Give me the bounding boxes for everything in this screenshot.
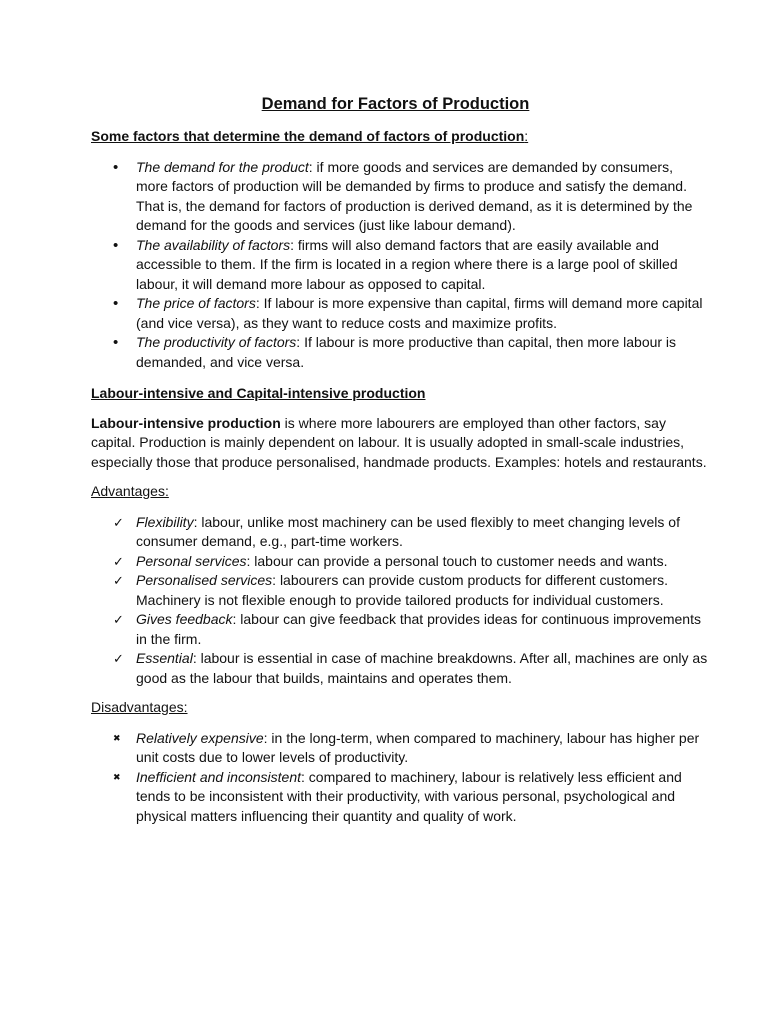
list-item: [91, 649, 708, 688]
item-term: Relatively expensive: [136, 729, 264, 746]
item-term: Personalised services: [136, 572, 273, 588]
list-item: [91, 513, 708, 552]
advantages-list: [91, 513, 708, 689]
item-text: : If labour is more expensive than capital, firms will demand more capital (and vice versa), as they want to reduce costs and maximize profits.: [136, 295, 703, 331]
item-term: Flexibility: [136, 513, 194, 530]
item-text: : firms will also demand factors that are easily available and accessible to them. If the firm is located in a region where there is a large pool of skilled labour, it will demand more labour as opposed to capital.: [136, 236, 678, 292]
labour-intensive-paragraph: [91, 414, 708, 473]
item-text: : compared to machinery, labour is relatively less efficient and tends to be inconsistent with their productivity, with various personal, psychological and physical matters influencing their quantity and quality of work.: [136, 768, 682, 824]
item-term: Inefficient and inconsistent: [136, 768, 301, 785]
list-item: [91, 571, 708, 610]
item-term: The demand for the product: [136, 158, 309, 175]
paragraph-text: is where more labourers are employed than other factors, say capital. Production is mainly dependent on labour. It is usually adopted in small-scale industries, especially those that produce personalised, handmade products. Examples: hotels and restaurants.: [91, 414, 707, 470]
cross-icon: [113, 768, 129, 791]
factors-list: [91, 158, 708, 373]
item-text: : labourers can provide custom products for different customers. Machinery is not flexible enough to provide tailored products for individual customers.: [136, 572, 668, 608]
list-item: [91, 236, 708, 295]
bullet-icon: [113, 158, 129, 178]
checkmark-icon: [113, 552, 129, 573]
item-text: : in the long-term, when compared to machinery, labour has higher per unit costs due to lower levels of productivity.: [136, 729, 700, 765]
item-text: : labour can give feedback that provides ideas for continuous improvements in the firm.: [136, 611, 701, 647]
checkmark-icon: [113, 513, 129, 534]
list-item: [91, 552, 708, 572]
bullet-icon: [113, 333, 129, 353]
disadvantages-list: [91, 729, 708, 827]
list-item: [91, 333, 708, 372]
item-term: The productivity of factors: [136, 334, 297, 350]
bullet-icon: [113, 236, 129, 256]
list-item: [91, 610, 708, 649]
section-heading-factors: [91, 127, 708, 147]
list-item: [91, 158, 708, 236]
item-text: : labour is essential in case of machine breakdowns. After all, machines are only as good as the labour that builds, maintains and operates them.: [136, 650, 708, 686]
bullet-icon: [113, 294, 129, 314]
item-text: : labour, unlike most machinery can be used flexibly to meet changing levels of consumer demand, e.g., part-time workers.: [136, 513, 680, 549]
checkmark-icon: [113, 649, 129, 670]
checkmark-icon: [113, 610, 129, 631]
disadvantages-heading: Disadvantages:: [91, 699, 188, 715]
item-text: : labour can provide a personal touch to customer needs and wants.: [246, 552, 668, 569]
list-item: [91, 294, 708, 333]
cross-icon: [113, 729, 129, 752]
item-term: Essential: [136, 650, 193, 666]
item-text: : if more goods and services are demanded by consumers, more factors of production will be demanded by firms to produce and satisfy the demand. That is, the demand for factors of production is derived demand, as it is determined by the demand for the goods and services (just like labour demand).: [136, 158, 693, 233]
section-heading-factors-text: Some factors that determine the demand of factors of production: [91, 128, 525, 144]
item-text: : If labour is more productive than capital, then more labour is demanded, and vice versa.: [136, 334, 677, 370]
item-term: Personal services: [136, 552, 247, 569]
item-term: The availability of factors: [136, 236, 291, 253]
item-term: The price of factors: [136, 295, 256, 311]
list-item: [91, 729, 708, 768]
document-title: Demand for Factors of Production: [261, 95, 530, 113]
list-item: [91, 768, 708, 827]
paragraph-bold-term: Labour-intensive production: [91, 414, 281, 431]
section-heading-intensive: Labour-intensive and Capital-intensive production: [91, 385, 426, 401]
item-term: Gives feedback: [136, 611, 233, 627]
advantages-heading: Advantages:: [91, 483, 169, 499]
checkmark-icon: [113, 571, 129, 592]
section-heading-colon: :: [524, 128, 529, 144]
